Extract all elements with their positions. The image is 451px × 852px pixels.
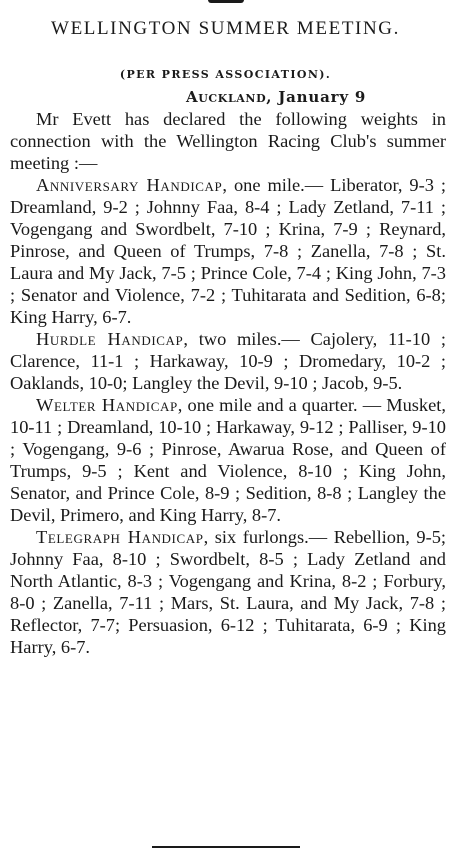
race-paragraph-anniversary [10,174,446,328]
race-entries: Liberator, 9-3 ; Dreamland, 9-2 ; Johnny Faa, 8-4 ; Lady Zetland, 7-11 ; Vogengang and Swordbelt, 7-10 ; Krina, 7-9 ; Reynard, Pinrose, and Queen of Trumps, 7-8 ; Zanella, 7-8 ; St. Laura and My Jack, 7-5 ; Prince Cole, 7-4 ; King John, 7-3 ; Senator and Violence, 7-2 ; Tuhitarata and Sedition, 6-8; King Harry, 6-7. [10,175,446,327]
dateline-place: Auckland [186,88,267,106]
race-entries: Cajolery, 11-10 ; Clarence, 11-1 ; Harkaway, 10-9 ; Dromedary, 10-2 ; Oaklands, 10-0; Langley the Devil, 9-10 ; Jacob, 9-5. [10,329,446,393]
article-heading: WELLINGTON SUMMER MEETING. [51,18,400,39]
race-paragraph-telegraph [10,526,446,658]
article-byline: (PER PRESS ASSOCIATION). [119,68,332,81]
top-ornament-rule [208,0,244,3]
article-body [10,108,446,658]
dateline-date: , January 9 [266,88,367,106]
race-distance: , one mile and a quarter. — [177,395,382,415]
race-distance: , one mile.— [222,175,324,195]
race-name: Welter Handicap [36,395,178,415]
race-distance: , six furlongs.— [203,527,328,547]
race-entries: Musket, 10-11 ; Dreamland, 10-10 ; Harkaway, 9-12 ; Palliser, 9-10 ; Vogengang, 9-6 ; Pinrose, Awarua Rose, and Queen of Trumps, 9-5 ; Kent and Violence, 8-10 ; King John, Senator, and Prince Cole, 8-9 ; Sedition, 8-8 ; Langley the Devil, Primero, and King Harry, 8-7. [10,395,446,525]
article-dateline [186,88,366,106]
race-name: Hurdle Handicap [36,329,184,349]
race-distance: , two miles.— [183,329,300,349]
race-paragraph-welter [10,394,446,526]
race-paragraph-hurdle [10,328,446,394]
bottom-divider-rule [152,846,300,848]
intro-paragraph: Mr Evett has declared the following weights in connection with the Wellington Racing Club's summer meeting :— [10,109,446,173]
race-name: Telegraph Handicap [36,527,204,547]
race-entries: Rebellion, 9-5; Johnny Faa, 8-10 ; Swordbelt, 8-5 ; Lady Zetland and North Atlantic, 8-3 ; Vogengang and Krina, 8-2 ; Forbury, 8-0 ; Zanella, 7-11 ; Mars, St. Laura, and My Jack, 7-8 ; Reflector, 7-7; Persuasion, 6-12 ; Tuhitarata, 6-9 ; King Harry, 6-7. [10,527,446,657]
race-name: Anniversary Handicap [36,175,223,195]
